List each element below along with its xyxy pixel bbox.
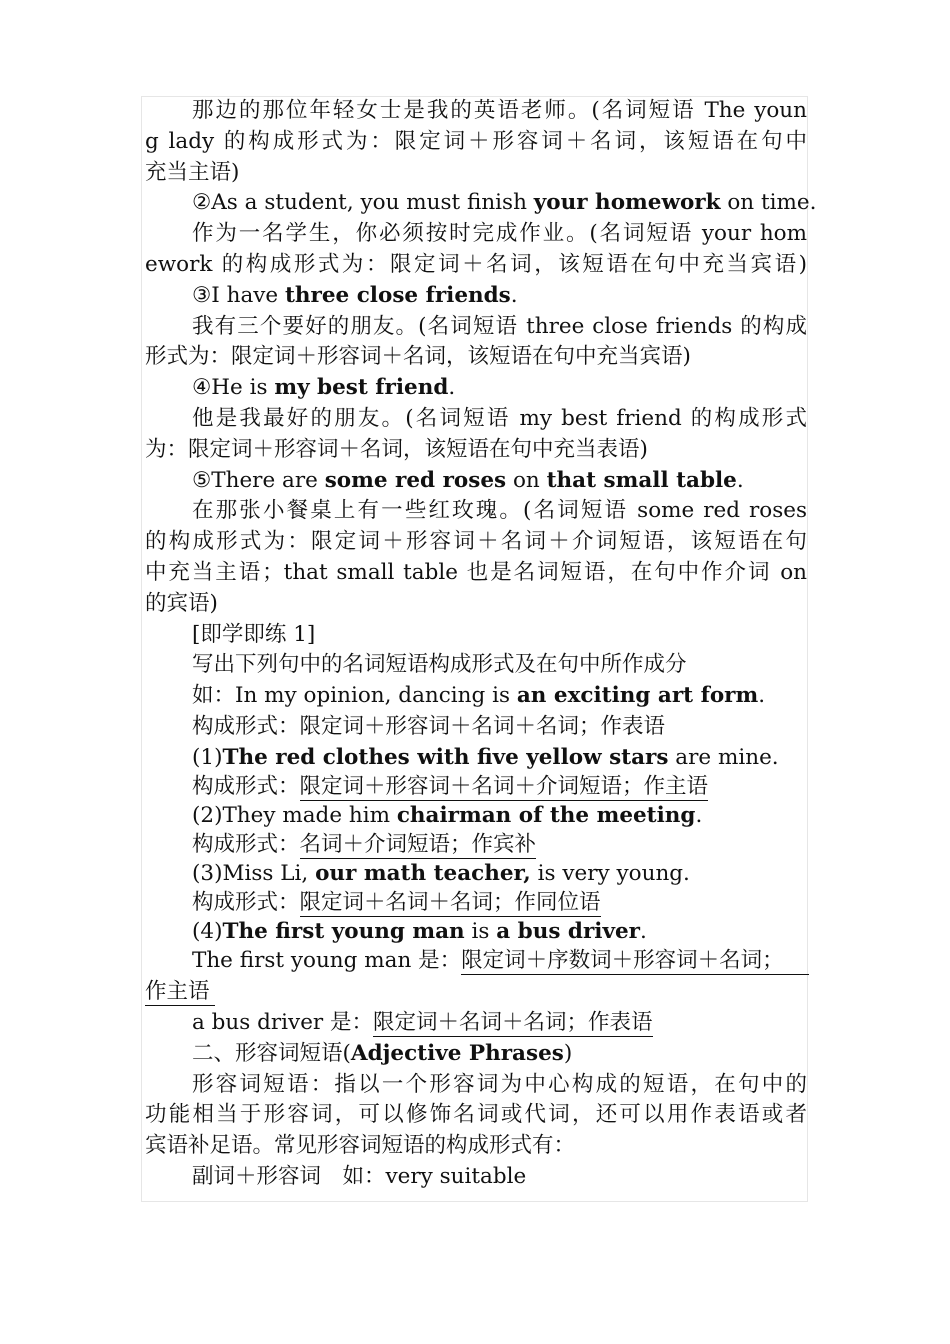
translation-line: g lady 的构成形式为：限定词＋形容词＋名词，该短语在句中: [145, 128, 807, 154]
answer-field: 限定词＋名词＋名词；作表语: [373, 1009, 653, 1035]
example-sentence-5: ⑤There are some red roses on that small table.: [192, 467, 744, 493]
answer-4b: a bus driver 是：限定词＋名词＋名词；作表语: [192, 1009, 653, 1035]
translation-line: 中充当主语；that small table 也是名词短语，在句中作介词 on: [145, 559, 807, 585]
definition-line: 功能相当于形容词，可以修饰名词或代词，还可以用作表语或者: [145, 1102, 807, 1128]
document-body: [145, 96, 817, 1193]
translation-line: 的宾语): [145, 590, 218, 616]
example-sentence-2: ②As a student, you must finish your homework on time.: [192, 190, 817, 216]
answer-field: 作主语: [145, 979, 215, 1006]
answer-2: 构成形式：名词＋介词短语；作宾补: [192, 831, 537, 857]
example-form: 副词＋形容词 如：very suitable: [192, 1163, 527, 1189]
translation-line: 为：限定词＋形容词＋名词，该短语在句中充当表语): [145, 436, 648, 462]
demo-sentence: 如：In my opinion, dancing is an exciting art form.: [192, 683, 766, 709]
practice-heading: [即学即练 1]: [192, 621, 316, 647]
definition-line: 形容词短语：指以一个形容词为中心构成的短语，在句中的: [192, 1071, 807, 1097]
translation-line: ework 的构成形式为：限定词＋名词，该短语在句中充当宾语): [145, 251, 807, 277]
translation-line: 形式为：限定词＋形容词＋名词，该短语在句中充当宾语): [145, 344, 691, 370]
answer-4a: The first young man 是：限定词＋序数词＋形容词＋名词；: [145, 946, 807, 976]
translation-line: 的构成形式为：限定词＋形容词＋名词＋介词短语，该短语在句: [145, 529, 807, 555]
practice-instruction: 写出下列句中的名词短语构成形式及在句中所作成分: [192, 652, 687, 678]
answer-1: 构成形式：限定词＋形容词＋名词＋介词短语；作主语: [192, 773, 709, 799]
translation-line: 在那张小餐桌上有一些红玫瑰。(名词短语 some red roses: [192, 498, 807, 524]
answer-field: 限定词＋名词＋名词；作同位语: [299, 889, 601, 915]
definition-line: 宾语补足语。常见形容词短语的构成形式有：: [145, 1133, 576, 1159]
question-3: (3)Miss Li, our math teacher, is very young.: [192, 860, 690, 886]
translation-line: 我有三个要好的朋友。(名词短语 three close friends 的构成: [192, 313, 807, 339]
section-heading: 二、形容词短语(Adjective Phrases): [192, 1040, 573, 1066]
answer-field: 名词＋介词短语；作宾补: [299, 831, 537, 857]
translation-line: 作为一名学生，你必须按时完成作业。(名词短语 your hom: [192, 221, 807, 247]
answer-4a-continued: [145, 976, 807, 1007]
example-sentence-4: ④He is my best friend.: [192, 375, 456, 401]
translation-line: 那边的那位年轻女士是我的英语老师。(名词短语 The youn: [192, 98, 807, 123]
answer-field: 限定词＋序数词＋形容词＋名词；: [461, 948, 809, 975]
translation-line: 充当主语): [145, 159, 240, 185]
example-sentence-3: ③I have three close friends.: [192, 282, 518, 308]
question-2: (2)They made him chairman of the meeting.: [192, 802, 703, 828]
answer-field: 限定词＋形容词＋名词＋介词短语；作主语: [299, 773, 709, 799]
answer-3: 构成形式：限定词＋名词＋名词；作同位语: [192, 889, 601, 915]
translation-line: 他是我最好的朋友。(名词短语 my best friend 的构成形式: [192, 405, 807, 431]
question-4: (4)The first young man is a bus driver.: [192, 918, 647, 944]
demo-answer: 构成形式：限定词＋形容词＋名词＋名词；作表语: [192, 713, 666, 739]
question-1: (1)The red clothes with five yellow stars are mine.: [192, 744, 779, 770]
